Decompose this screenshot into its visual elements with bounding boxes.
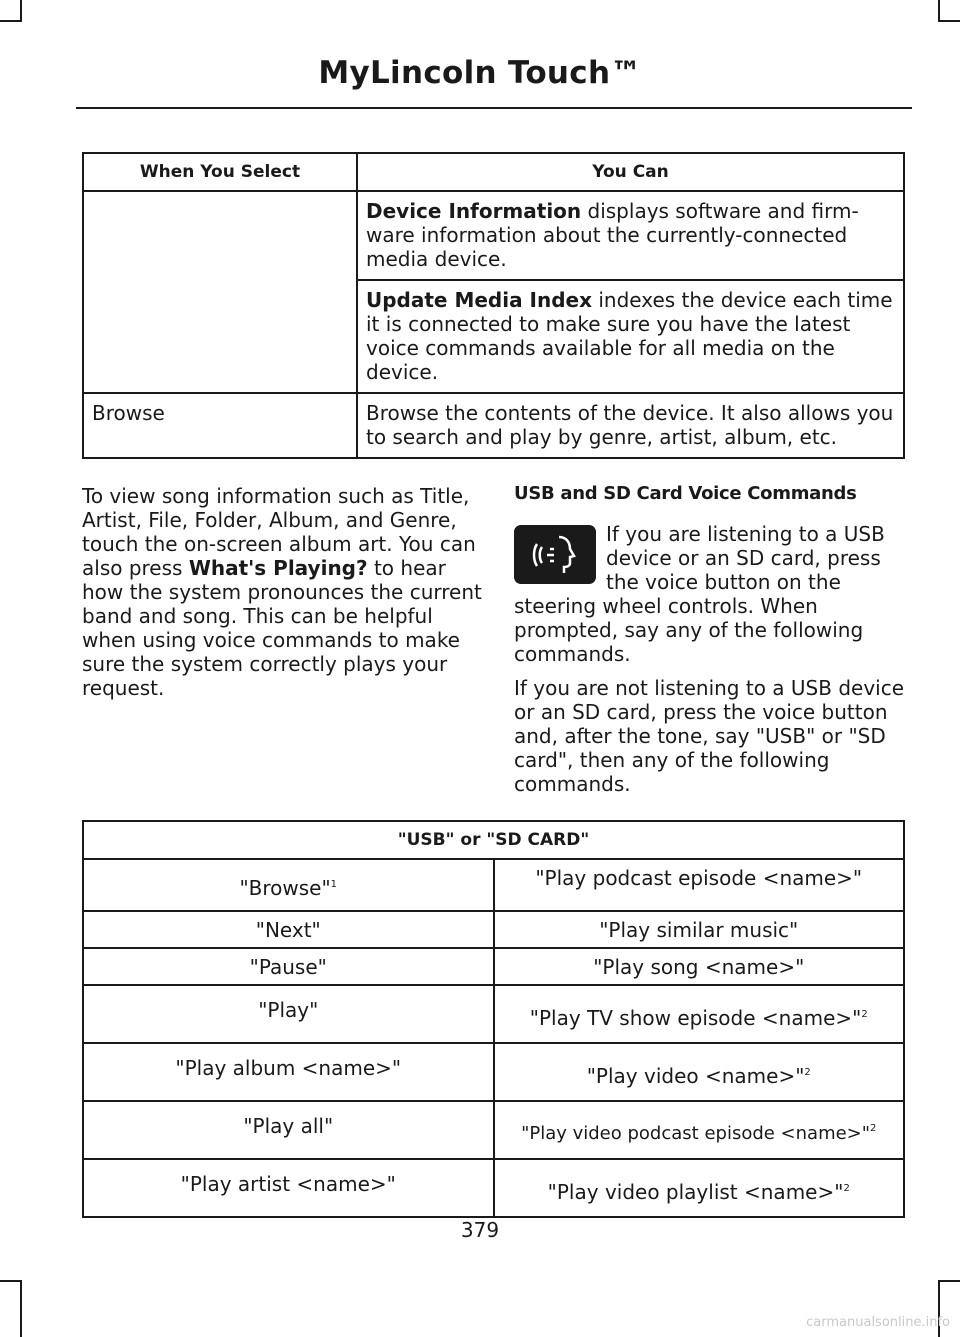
table-row: [83, 1043, 904, 1101]
update-media-index-cell: [357, 280, 904, 393]
whats-playing-term: What's Playing?: [188, 556, 368, 580]
command-cell-left: [83, 1159, 494, 1217]
header-divider: [76, 107, 912, 109]
command-cell-right: [494, 985, 905, 1043]
crop-mark-bottom-left-h: [0, 1280, 22, 1282]
command-text: "Play similar music": [599, 917, 799, 942]
usb-sd-commands-table: [82, 820, 905, 1218]
left-column: [82, 484, 482, 710]
command-cell-right: [494, 1101, 905, 1159]
command-text: "Play album <name>": [175, 1056, 402, 1080]
device-information-term: Device Information: [366, 199, 582, 223]
table-row: [83, 985, 904, 1043]
command-text: "Play artist <name>": [180, 1172, 396, 1196]
table-row: [83, 911, 904, 948]
song-info-text-1: To view song information such as Title, Artist, File, Folder, Album, and Genre, touch the on-screen album art. You can also press: [82, 484, 476, 580]
table-row: [83, 1101, 904, 1159]
table-row: [83, 859, 904, 911]
command-text: "Play podcast episode <name>": [535, 866, 863, 890]
crop-mark-top-left-h: [0, 20, 22, 22]
footnote-marker: 2: [804, 1067, 811, 1078]
update-media-index-desc: indexes the device each time it is connected to make sure you have the latest voice commands available for all media on the device.: [366, 288, 893, 384]
command-text: "Play": [258, 998, 319, 1022]
command-cell-left: [83, 1101, 494, 1159]
table-row: [83, 191, 904, 280]
table-header-row: [83, 153, 904, 191]
command-cell-right: [494, 1159, 905, 1217]
crop-mark-top-left-v: [20, 0, 22, 22]
footnote-marker: 1: [330, 879, 338, 890]
browse-select-cell: Browse: [83, 393, 357, 458]
command-cell-left: [83, 948, 494, 985]
crop-mark-top-right-h: [938, 20, 960, 22]
commands-table-header: "USB" or "SD CARD": [83, 821, 904, 859]
footnote-marker: 2: [870, 1123, 877, 1134]
command-text: "Play TV show episode <name>": [529, 1006, 862, 1030]
col-header-you-can: You Can: [357, 153, 904, 191]
device-information-cell: [357, 191, 904, 280]
voice-paragraph-2: If you are not listening to a USB device or an SD card, press the voice button and, after the tone, say "USB" or "SD card", then any of the following commands.: [514, 676, 905, 796]
command-text: "Play video podcast episode <name>": [521, 1123, 871, 1144]
command-text: "Browse": [239, 876, 331, 900]
command-cell-right: [494, 859, 905, 911]
command-text: "Play video playlist <name>": [547, 1180, 844, 1204]
page-number: 379: [460, 1218, 500, 1242]
command-cell-left: [83, 985, 494, 1043]
command-text: "Next": [255, 917, 321, 942]
section-heading: USB and SD Card Voice Commands: [514, 483, 857, 504]
empty-select-cell: [83, 191, 357, 393]
commands-header-row: [83, 821, 904, 859]
footnote-marker: 2: [843, 1183, 850, 1194]
command-text: "Pause": [249, 954, 327, 979]
command-cell-right: [494, 948, 905, 985]
table-row: [83, 948, 904, 985]
watermark: carmanualsonline.info: [806, 1315, 950, 1330]
command-cell-left: [83, 1043, 494, 1101]
crop-mark-bottom-right-h: [938, 1280, 960, 1282]
table-row: [83, 1159, 904, 1217]
media-options-table: [82, 152, 905, 459]
crop-mark-top-right-v: [938, 0, 940, 22]
table-row: [83, 393, 904, 458]
browse-desc-cell: Browse the contents of the device. It also allows you to search and play by genre, artist, album, etc.: [357, 393, 904, 458]
footnote-marker: 2: [861, 1009, 868, 1020]
song-info-text-2: to hear how the system pronounces the current band and song. This can be helpful when using voice commands to make sure the system correctly plays your request.: [82, 556, 482, 700]
page-header-title: MyLincoln Touch™: [318, 55, 642, 91]
update-media-index-term: Update Media Index: [366, 288, 593, 312]
device-information-desc: displays software and firm-ware information about the currently-connected media device.: [366, 199, 859, 271]
voice-paragraph-1: If you are listening to a USB device or an SD card, press the voice button on the steering wheel controls. When prompted, say any of the following commands.: [514, 522, 885, 666]
col-header-when-you-select: When You Select: [83, 153, 357, 191]
command-cell-right: [494, 1043, 905, 1101]
voice-button-icon: [514, 525, 596, 584]
command-cell-right: [494, 911, 905, 948]
command-text: "Play song <name>": [593, 954, 805, 979]
command-cell-left: [83, 911, 494, 948]
right-column: [514, 482, 906, 806]
command-text: "Play all": [243, 1114, 334, 1138]
song-info-paragraph: [82, 484, 482, 700]
crop-mark-bottom-left-v: [20, 1280, 22, 1337]
command-cell-left: [83, 859, 494, 911]
command-text: "Play video <name>": [586, 1064, 805, 1088]
